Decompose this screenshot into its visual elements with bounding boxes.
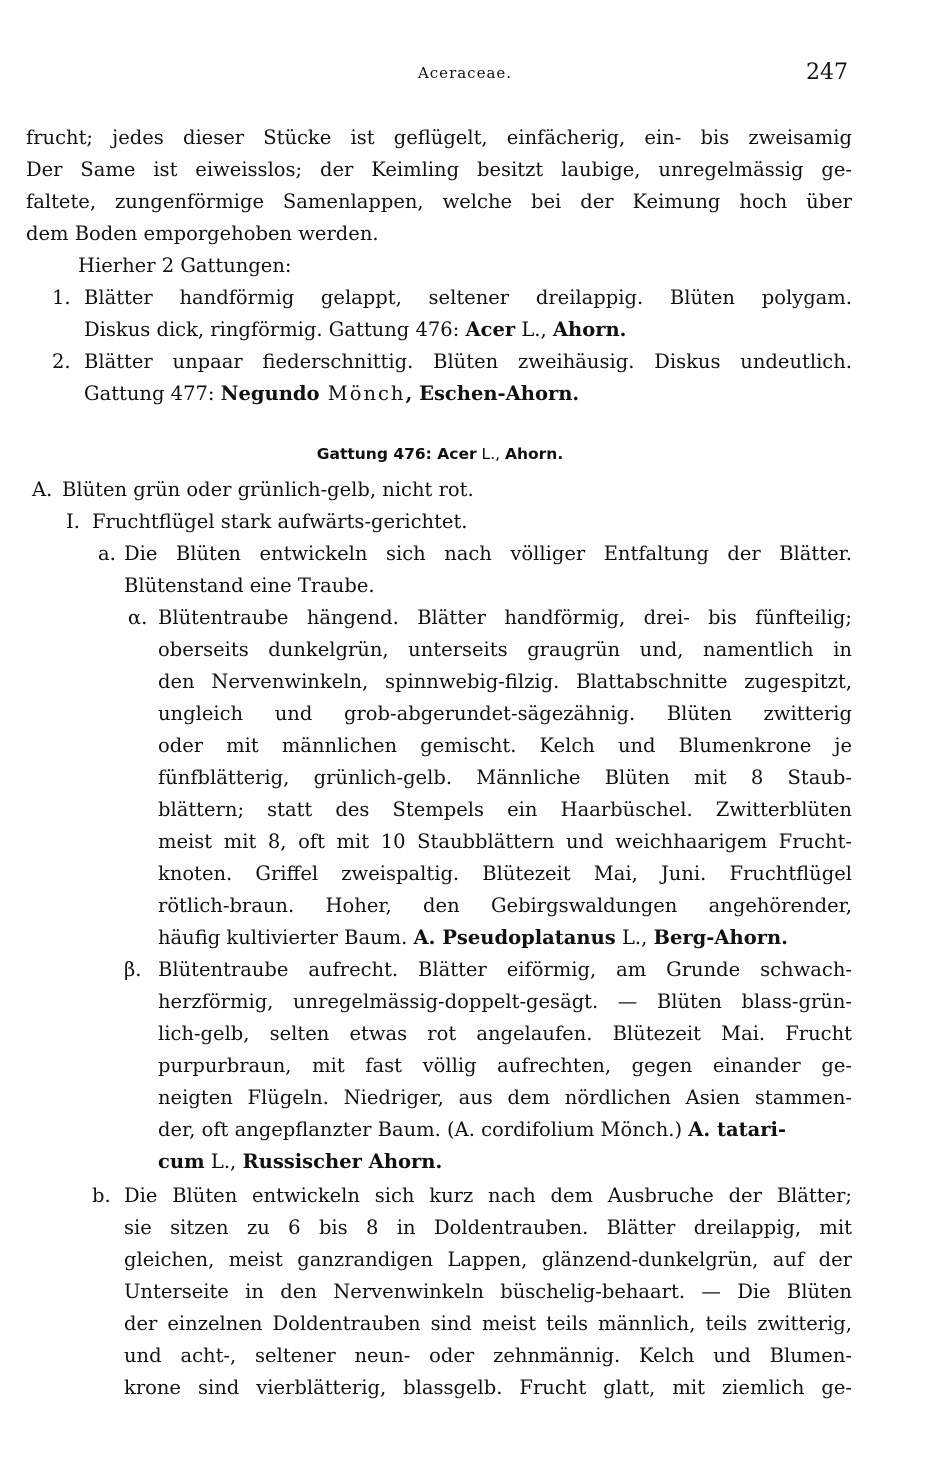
text-line: Blätter handförmig gelappt, seltener dreilappig. Blüten polygam.: [84, 286, 852, 309]
text-line: Blütentraube hängend. Blätter handförmig, drei- bis fünfteilig;: [158, 606, 852, 629]
text-line: Blütenstand eine Traube.: [124, 574, 375, 597]
list-marker: α.: [128, 606, 148, 629]
heading-author: L.,: [476, 445, 505, 463]
running-head: Aceraceae.: [417, 64, 513, 82]
author-name: L.,: [615, 926, 654, 949]
text-line: und acht-, seltener neun- oder zehnmännig. Kelch und Blumen-: [124, 1344, 852, 1367]
text-line: meist mit 8, oft mit 10 Staubblättern und weichhaarigem Frucht-: [158, 830, 852, 853]
heading-genus: Acer: [437, 445, 477, 463]
common-name: Russischer Ahorn.: [242, 1150, 443, 1173]
page-header: [0, 60, 930, 90]
list-marker: I.: [66, 510, 80, 533]
text-line: sie sitzen zu 6 bis 8 in Doldentrauben. Blätter dreilappig, mit: [124, 1216, 852, 1239]
text-line: blättern; statt des Stempels ein Haarbüschel. Zwitterblüten: [158, 798, 852, 821]
text-run: der, oft angepflanzter Baum. (A. cordifolium Mönch.): [158, 1118, 689, 1141]
list-marker: b.: [92, 1184, 111, 1207]
text-line: neigten Flügeln. Niedriger, aus dem nördlichen Asien stammen-: [158, 1086, 852, 1109]
text-run: Gattung 477:: [84, 382, 221, 405]
heading-common: Ahorn.: [504, 445, 564, 463]
text-line: Die Blüten entwickeln sich nach völliger Entfaltung der Blätter.: [124, 542, 852, 565]
text-line: Hierher 2 Gattungen:: [78, 254, 292, 277]
text-line: ungleich und grob-abgerundet-sägezähnig. Blüten zwitterig: [158, 702, 852, 725]
text-line: purpurbraun, mit fast völlig aufrechten, gegen einander ge-: [158, 1054, 852, 1077]
text-line: den Nervenwinkeln, spinnwebig-filzig. Blattabschnitte zugespitzt,: [158, 670, 852, 693]
text-line: [84, 378, 579, 410]
text-line: [84, 314, 626, 346]
text-line: frucht; jedes dieser Stücke ist geflügelt, einfächerig, ein- bis zweisamig: [26, 126, 852, 149]
text-line: der einzelnen Doldentrauben sind meist teils männlich, teils zwitterig,: [124, 1312, 852, 1335]
section-heading: [0, 438, 880, 470]
text-line: dem Boden emporgehoben werden.: [26, 222, 379, 245]
text-line: krone sind vierblätterig, blassgelb. Frucht glatt, mit ziemlich ge-: [124, 1376, 852, 1399]
text-line: oberseits dunkelgrün, unterseits graugrün und, namentlich in: [158, 638, 852, 661]
genus-name: Negundo: [220, 382, 320, 405]
list-marker: β.: [124, 958, 142, 981]
text-line: Die Blüten entwickeln sich kurz nach dem Ausbruche der Blätter;: [124, 1184, 852, 1207]
text-line: lich-gelb, selten etwas rot angelaufen. Blütezeit Mai. Frucht: [158, 1022, 852, 1045]
text-line: [158, 1146, 442, 1178]
author-name: L.,: [515, 318, 553, 341]
text-line: Unterseite in den Nervenwinkeln büschelig-behaart. — Die Blüten: [124, 1280, 852, 1303]
text-line: Blüten grün oder grünlich-gelb, nicht rot.: [62, 478, 474, 501]
text-line: faltete, zungenförmige Samenlappen, welche bei der Keimung hoch über: [26, 190, 852, 213]
list-marker: a.: [98, 542, 116, 565]
text-line: Blütentraube aufrecht. Blätter eiförmig, am Grunde schwach-: [158, 958, 852, 981]
species-name: cum: [158, 1150, 205, 1173]
list-marker: 2.: [52, 350, 71, 373]
text-line: knoten. Griffel zweispaltig. Blütezeit Mai, Juni. Fruchtflügel: [158, 862, 852, 885]
genus-name: Acer: [465, 318, 516, 341]
page-number: 247: [806, 60, 848, 85]
text-line: fünfblätterig, grünlich-gelb. Männliche Blüten mit 8 Staub-: [158, 766, 852, 789]
text-line: [158, 1114, 786, 1146]
species-name: A. Pseudoplatanus: [413, 926, 616, 949]
text-line: Fruchtflügel stark aufwärts-gerichtet.: [92, 510, 468, 533]
text-line: [158, 922, 788, 954]
text-line: rötlich-braun. Hoher, den Gebirgswaldungen angehörender,: [158, 894, 852, 917]
text-line: Der Same ist eiweisslos; der Keimling besitzt laubige, unregelmässig ge-: [26, 158, 852, 181]
text-line: herzförmig, unregelmässig-doppelt-gesägt. — Blüten blass-grün-: [158, 990, 852, 1013]
text-run: häufig kultivierter Baum.: [158, 926, 414, 949]
species-name: A. tatari-: [688, 1118, 787, 1141]
text-run: Diskus dick, ringförmig. Gattung 476:: [84, 318, 466, 341]
list-marker: 1.: [52, 286, 71, 309]
text-line: oder mit männlichen gemischt. Kelch und Blumenkrone je: [158, 734, 852, 757]
text-line: Blätter unpaar fiederschnittig. Blüten zweihäusig. Diskus undeutlich.: [84, 350, 852, 373]
text-line: gleichen, meist ganzrandigen Lappen, glänzend-dunkelgrün, auf der: [124, 1248, 852, 1271]
heading-run: Gattung 476:: [316, 445, 438, 463]
common-name: Berg-Ahorn.: [653, 926, 788, 949]
common-name: , Eschen-Ahorn.: [405, 382, 580, 405]
common-name: Ahorn.: [552, 318, 627, 341]
author-name: Mönch: [319, 382, 406, 405]
list-marker: A.: [32, 478, 53, 501]
author-name: L.,: [204, 1150, 243, 1173]
